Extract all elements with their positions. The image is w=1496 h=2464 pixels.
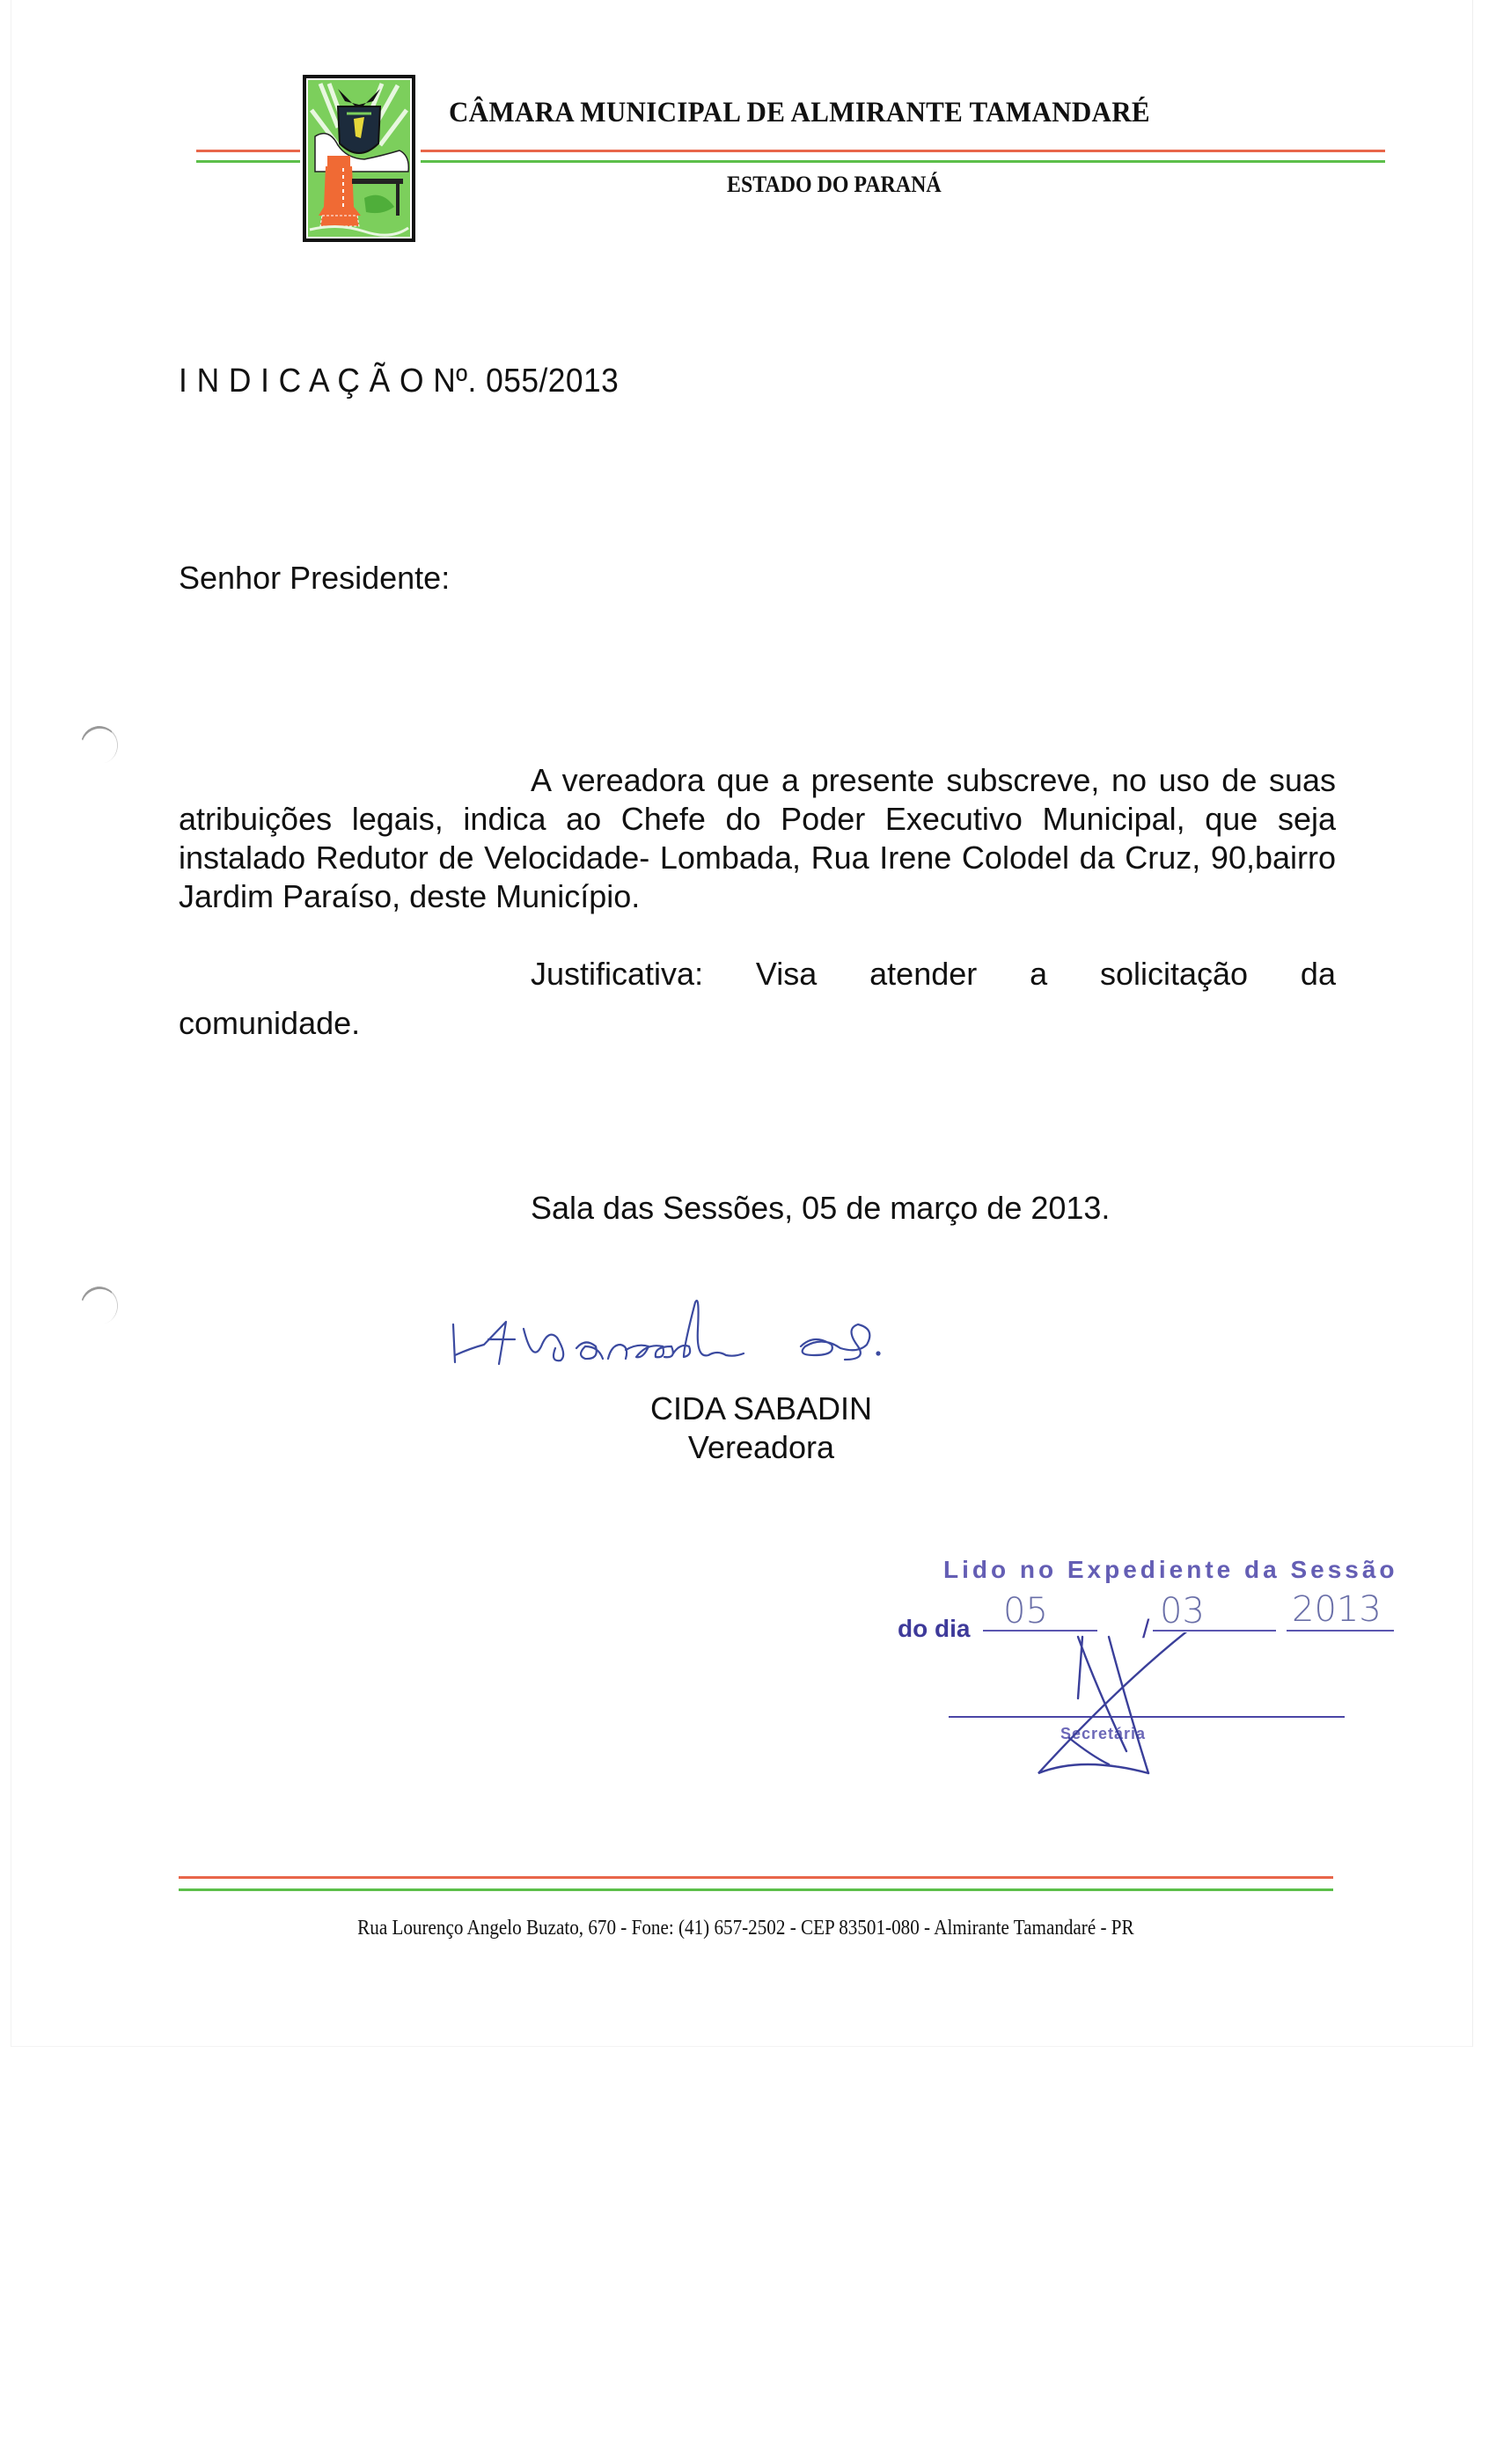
justification-label: Justificativa:: [531, 956, 704, 992]
main-paragraph: A vereadora que a presente subscreve, no uso de suas atribuições legais, indica ao Chefe do Poder Executivo Municipal, que seja instalado Redutor de Velocidade- Lombada, Rua Irene Colodel da Cruz, 90,bairro Jardim Paraíso, deste Município.: [179, 762, 1336, 914]
document-number: I N D I C A Ç Ã O Nº. 055/2013: [179, 363, 620, 400]
stamp-role: Secretária: [1060, 1725, 1147, 1742]
signer-role: Vereadora: [687, 1429, 835, 1465]
salutation: Senhor Presidente:: [179, 560, 451, 596]
coat-of-arms-logo-icon: [303, 75, 415, 242]
justification-word: solicitação: [1099, 956, 1249, 992]
justification-line: [531, 955, 1336, 994]
stamp-year-field: [1287, 1630, 1394, 1632]
place-and-date: Sala das Sessões, 05 de março de 2013.: [531, 1190, 1111, 1226]
justification-continuation: comunidade.: [179, 1005, 361, 1041]
header-rule-red-right: [421, 150, 1385, 152]
justification-word: da: [1300, 956, 1336, 992]
stamp-title: Lido no Expediente da Sessão: [943, 1556, 1398, 1583]
header-rule-green-right: [421, 160, 1385, 163]
state-name: ESTADO DO PARANÁ: [727, 172, 942, 197]
secretary-initials-icon: [1030, 1632, 1206, 1808]
header-rule-green-left: [196, 160, 300, 163]
justification-word: atender: [869, 956, 978, 992]
footer-address: [0, 1917, 1496, 1940]
signer-name: CIDA SABADIN: [649, 1390, 873, 1426]
footer-address-text: Rua Lourenço Angelo Buzato, 670 - Fone: (41) 657-2502 - CEP 83501-080 - Almirante Tamandaré - PR: [357, 1917, 1134, 1940]
footer-rule-green: [179, 1888, 1333, 1891]
stamp-year-value: 2013: [1292, 1589, 1382, 1630]
header-rule-red-left: [196, 150, 300, 152]
stamp-day-value: 05: [1003, 1591, 1048, 1632]
stamp-separator: /: [1142, 1615, 1150, 1644]
institution-name: CÂMARA MUNICIPAL DE ALMIRANTE TAMANDARÉ: [449, 97, 1150, 128]
footer-rule-red: [179, 1876, 1333, 1879]
justification-word: a: [1030, 956, 1048, 992]
stamp-month-value: 03: [1160, 1591, 1205, 1632]
justification-paragraph: [179, 955, 1336, 1043]
justification-word: Visa: [755, 956, 818, 992]
stamp-date-prefix: do dia: [898, 1615, 971, 1642]
handwritten-signature-icon: [444, 1294, 1008, 1390]
